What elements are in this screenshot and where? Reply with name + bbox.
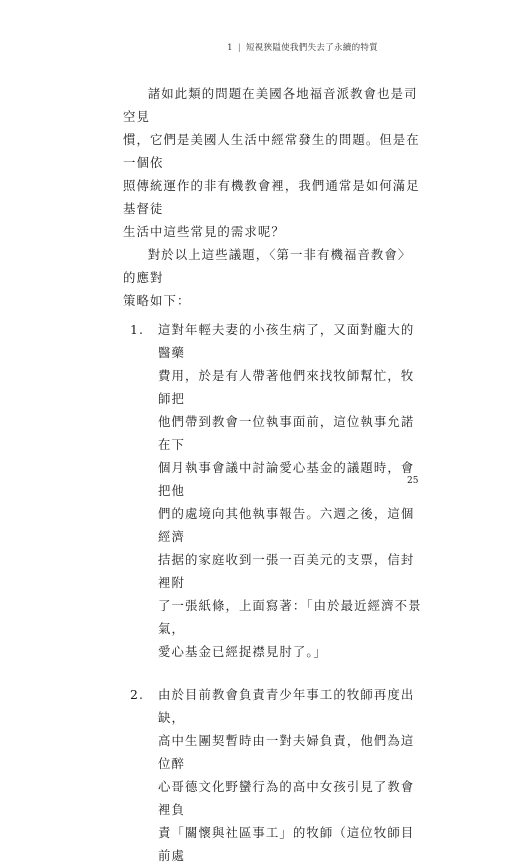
header-separator: | bbox=[237, 43, 241, 53]
strategy-list bbox=[123, 318, 423, 867]
chapter-title: 短視狹隘使我們失去了永續的特質 bbox=[245, 43, 378, 53]
paragraph: 諸如此類的問題在美國各地福音派教會也是司空見 慣，它們是美國人生活中經常發生的問題。但是在一個依 照傳統運作的非有機教會裡，我們通常是如何滿足基督徒 生活中這些常見的需求呢？ bbox=[123, 86, 420, 239]
list-item bbox=[123, 318, 423, 663]
running-head bbox=[227, 41, 378, 53]
list-item-number: 1. bbox=[130, 322, 145, 337]
list-item-number: 2. bbox=[130, 687, 145, 702]
list-item-text: 這對年輕夫妻的小孩生病了，又面對龐大的醫藥 費用，於是有人帶著他們來找牧師幫忙，牧師把 他們帶到教會一位執事面前，這位執事允諾在下 個月執事會議中討論愛心基金的議題時，會把他 們的處境向其他執事報告。六週之後，這個經濟 拮据的家庭收到一張一百美元的支票，信封裡附 了一張紙條，上面寫著：「由於最近經濟不景氣， 愛心基金已經捉襟見肘了。」 bbox=[158, 322, 422, 659]
page-number: 25 bbox=[407, 476, 419, 486]
body-text bbox=[123, 82, 423, 867]
chapter-number: 1 bbox=[227, 43, 233, 53]
list-item-text: 由於目前教會負責青少年事工的牧師再度出缺， 高中生團契暫時由一對夫婦負責，他們為這位醉 心哥德文化野蠻行為的高中女孩引見了教會裡負 責「關懷與社區事工」的牧師（這位牧師目前處 bbox=[158, 687, 415, 863]
list-item bbox=[123, 683, 423, 867]
paragraph: 對於以上這些議題，〈第一非有機福音教會〉的應對 策略如下： bbox=[123, 247, 412, 308]
